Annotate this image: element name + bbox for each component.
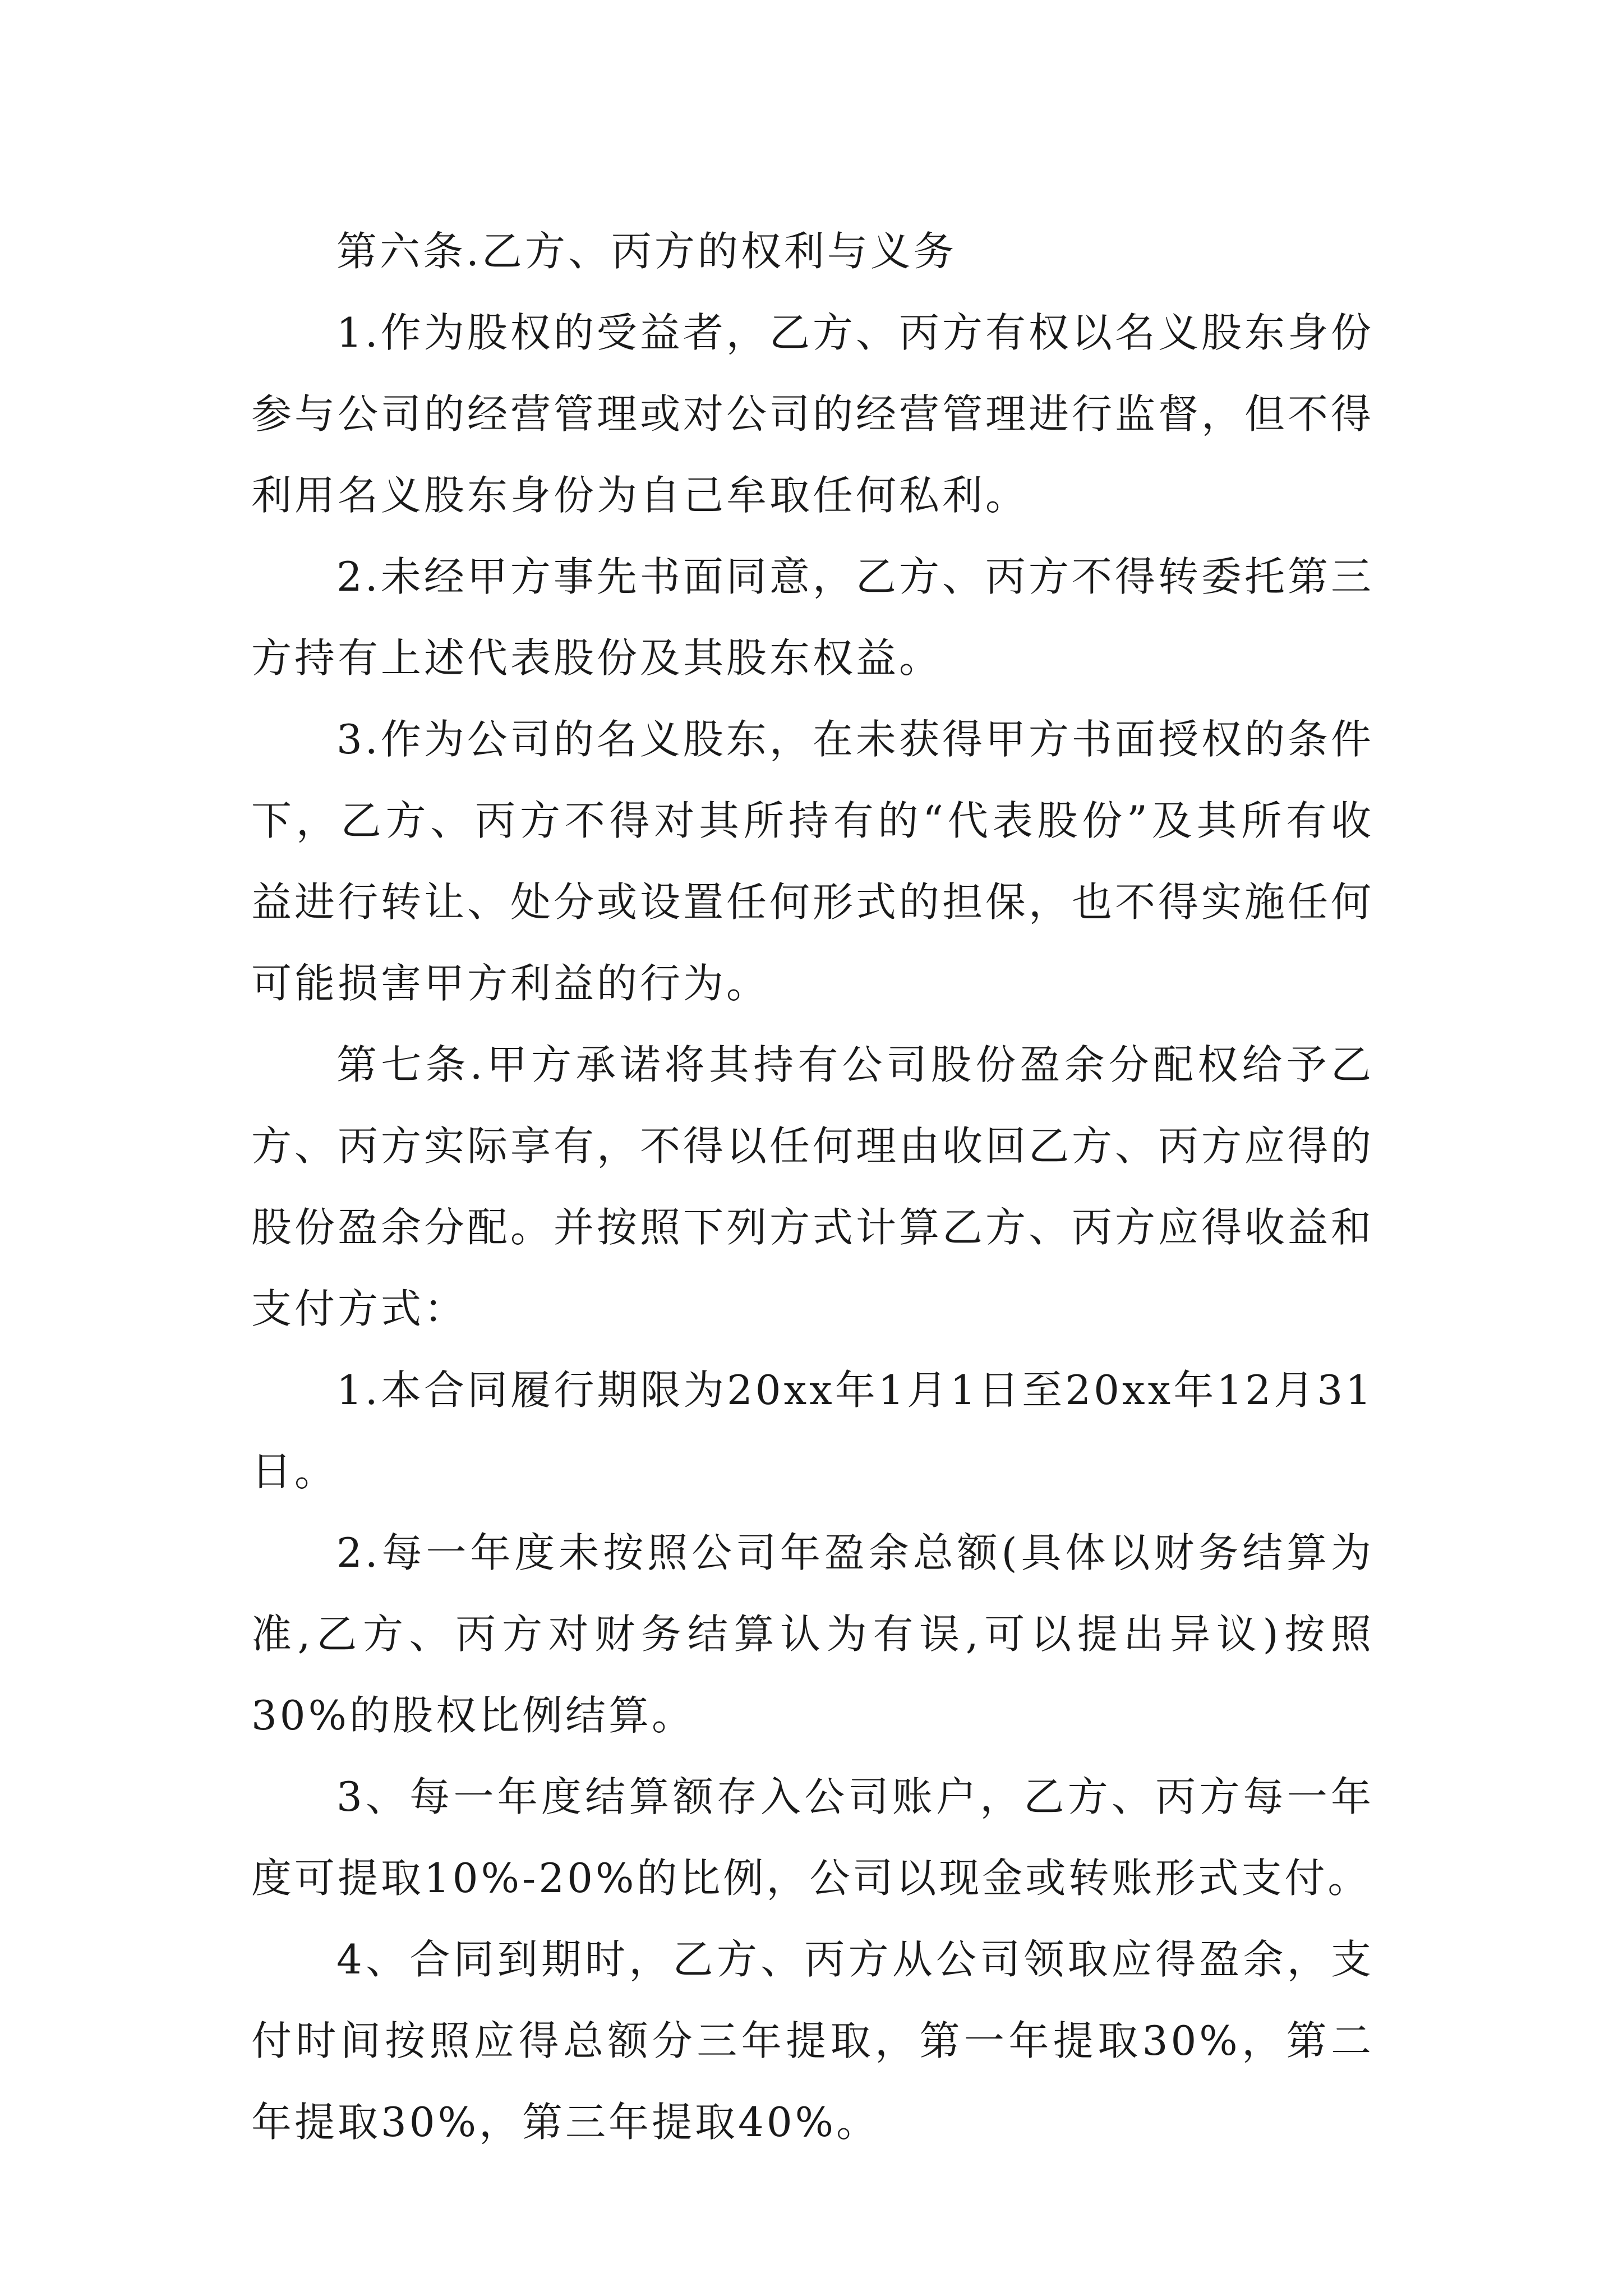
article-7-clause-2: 2.每一年度未按照公司年盈余总额(具体以财务结算为准,乙方、丙方对财务结算认为有误,可以提出异议)按照30%的股权比例结算。: [251, 1529, 1374, 1739]
article-7-clause-3: 3、每一年度结算额存入公司账户，乙方、丙方每一年度可提取10%-20%的比例，公司以现金或转账形式支付。: [251, 1773, 1374, 1902]
article-7-clause-1: 1.本合同履行期限为20xx年1月1日至20xx年12月31日。: [251, 1366, 1374, 1495]
article-7-heading: 第七条.甲方承诺将其持有公司股份盈余分配权给予乙方、丙方实际享有，不得以任何理由收回乙方、丙方应得的股份盈余分配。并按照下列方式计算乙方、丙方应得收益和支付方式：: [251, 1041, 1375, 1332]
article-7-clause-4: 4、合同到期时，乙方、丙方从公司领取应得盈余，支付时间按照应得总额分三年提取，第一年提取30%，第二年提取30%，第三年提取40%。: [251, 1936, 1374, 2146]
article-6-clause-1: 1.作为股权的受益者，乙方、丙方有权以名义股东身份参与公司的经营管理或对公司的经营管理进行监督，但不得利用名义股东身份为自己牟取任何私利。: [251, 309, 1375, 519]
article-6-clause-2: 2.未经甲方事先书面同意，乙方、丙方不得转委托第三方持有上述代表股份及其股东权益。: [251, 553, 1374, 682]
article-6-heading: 第六条.乙方、丙方的权利与义务: [336, 228, 957, 275]
article-6-clause-3: 3.作为公司的名义股东，在未获得甲方书面授权的条件下，乙方、丙方不得对其所持有的“代表股份”及其所有收益进行转让、处分或设置任何形式的担保，也不得实施任何可能损害甲方利益的行为。: [251, 716, 1375, 1007]
document-body: [251, 211, 1374, 2163]
